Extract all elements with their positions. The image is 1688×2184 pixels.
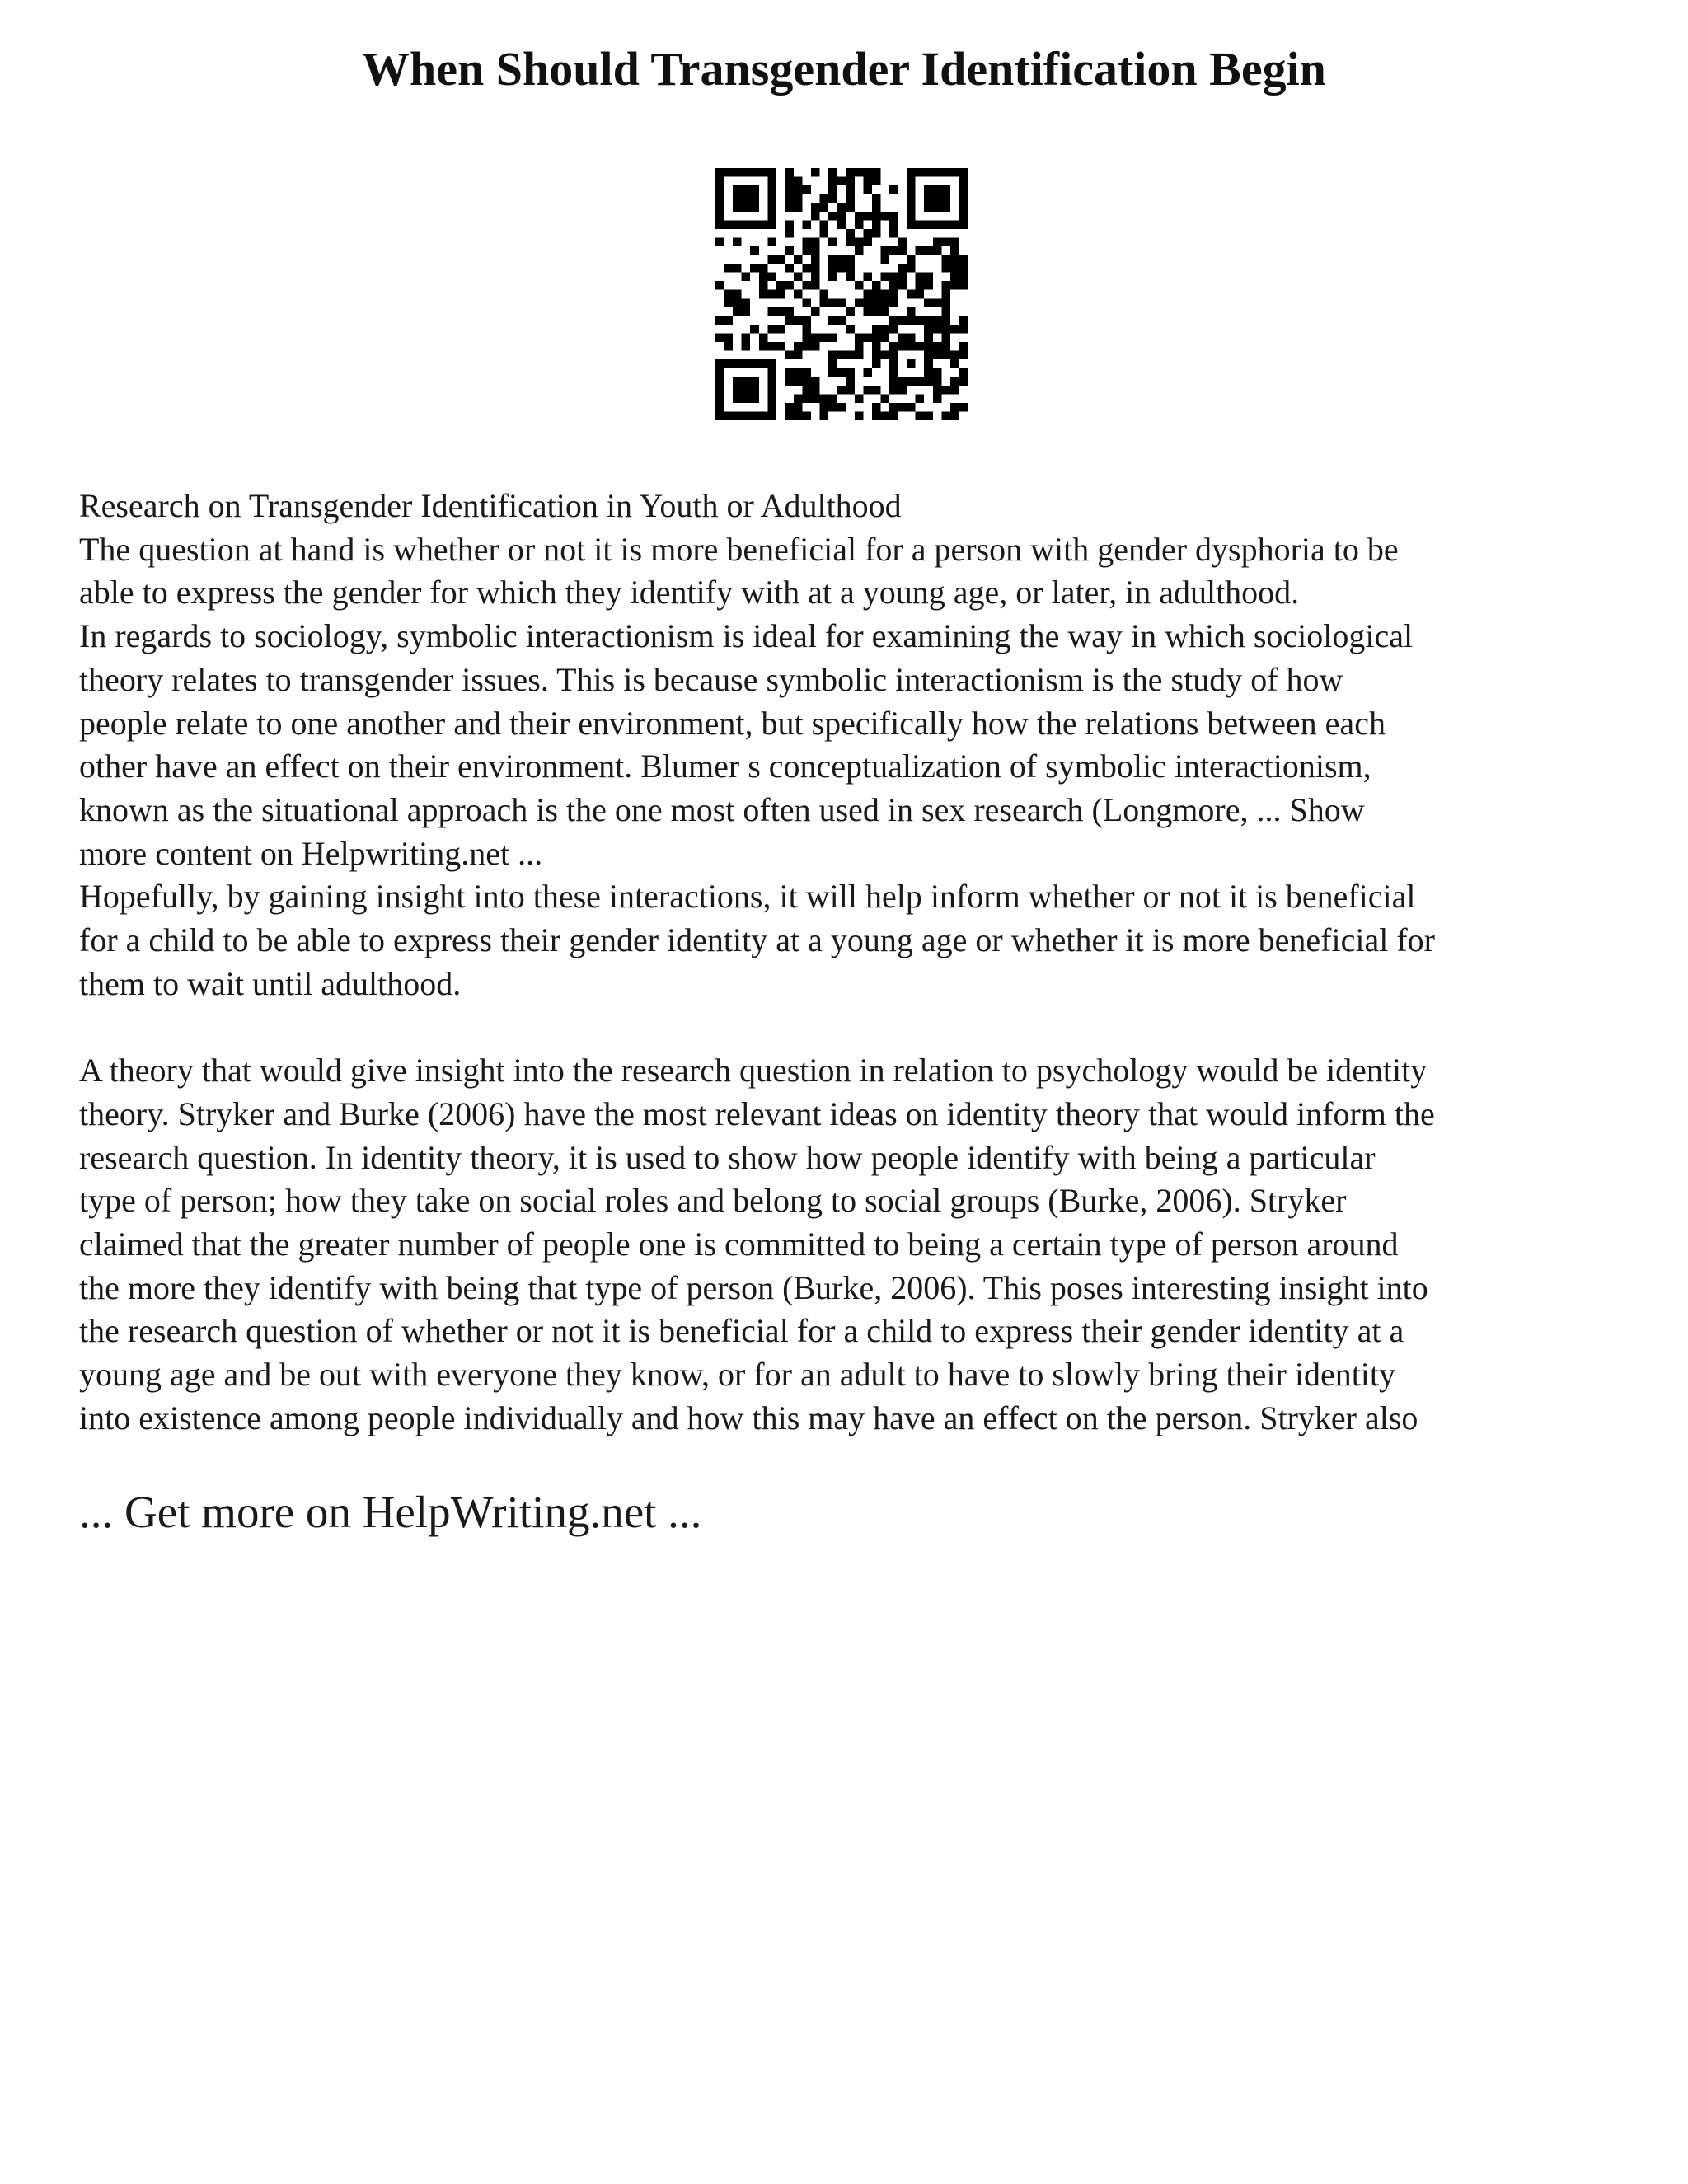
text-line: claimed that the greater number of people one is committed to being a certain type of person around — [79, 1225, 1399, 1263]
text-line: for a child to be able to express their gender identity at a young age or whether it is more beneficial for — [79, 921, 1435, 959]
text-line: A theory that would give insight into the research question in relation to psychology would be identity — [79, 1052, 1428, 1090]
text-line: people relate to one another and their environment, but specifically how the relations between each — [79, 704, 1386, 742]
text-line: other have an effect on their environment. Blumer s conceptualization of symbolic interactionism, — [79, 748, 1372, 785]
qr-code-graphic — [715, 168, 968, 420]
document-body — [79, 485, 1629, 1440]
text-line: the research question of whether or not it is beneficial for a child to express their gender identity at a — [79, 1312, 1404, 1350]
paragraph-gap — [79, 1005, 1629, 1049]
text-line: theory relates to transgender issues. This is because symbolic interactionism is the study of how — [79, 660, 1343, 698]
text-line: The question at hand is whether or not it is more beneficial for a person with gender dysphoria to be — [79, 530, 1399, 568]
get-more-link[interactable]: ... Get more on HelpWriting.net ... — [79, 1487, 702, 1537]
qr-code — [715, 168, 968, 420]
text-line: them to wait until adulthood. — [79, 964, 462, 1002]
text-line: the more they identify with being that type of person (Burke, 2006). This poses interesting insight into — [79, 1268, 1428, 1306]
text-line: In regards to sociology, symbolic interactionism is ideal for examining the way in which sociological — [79, 617, 1414, 655]
text-line: able to express the gender for which they identify with at a young age, or later, in adulthood. — [79, 574, 1300, 612]
paragraph-block-2 — [79, 1049, 1629, 1440]
text-line: type of person; how they take on social roles and belong to social groups (Burke, 2006). Stryker — [79, 1182, 1347, 1220]
text-line: into existence among people individually and how this may have an effect on the person. Stryker also — [79, 1399, 1418, 1436]
paragraph-block-1 — [79, 485, 1629, 1005]
text-line: young age and be out with everyone they know, or for an adult to have to slowly bring their identity — [79, 1356, 1396, 1394]
text-line: more content on Helpwriting.net ... — [79, 834, 543, 872]
text-line: Hopefully, by gaining insight into these interactions, it will help inform whether or not it is beneficial — [79, 878, 1416, 916]
text-line: Research on Transgender Identification in Youth or Adulthood — [79, 487, 902, 524]
text-line: research question. In identity theory, it is used to show how people identify with being a particular — [79, 1138, 1376, 1176]
document-title: When Should Transgender Identification Begin — [362, 42, 1326, 96]
text-line: theory. Stryker and Burke (2006) have the most relevant ideas on identity theory that would inform the — [79, 1094, 1435, 1132]
text-line: known as the situational approach is the one most often used in sex research (Longmore, ... Show — [79, 790, 1365, 828]
